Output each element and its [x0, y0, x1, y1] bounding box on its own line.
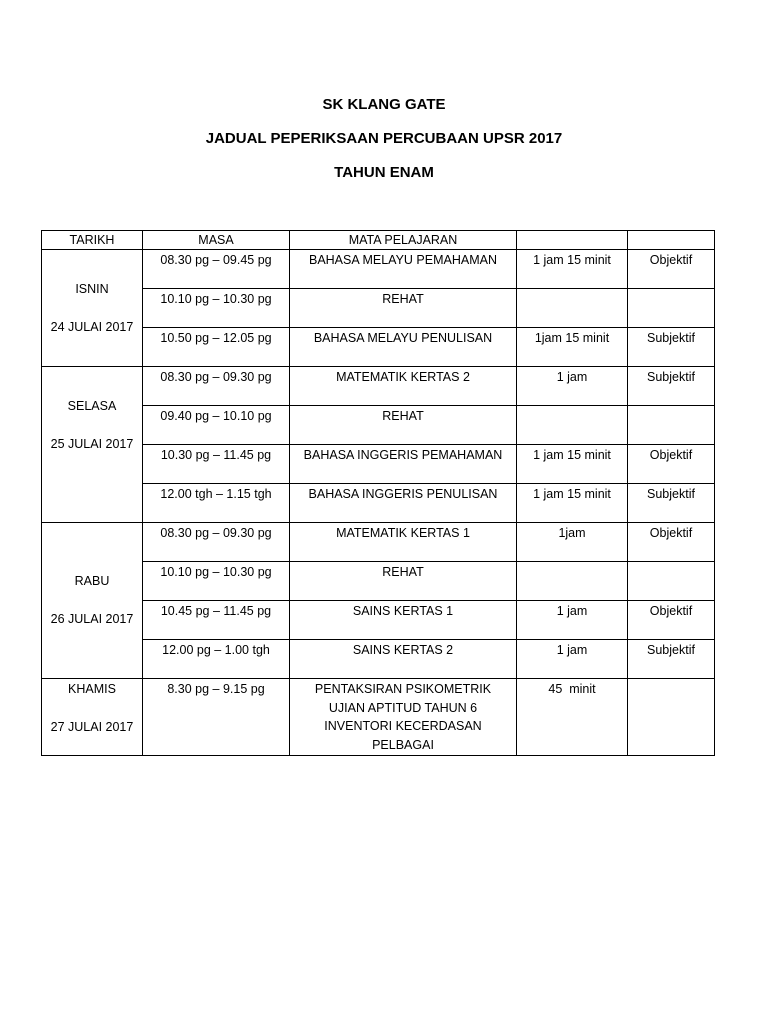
type-cell: Objektif	[628, 601, 715, 640]
subject-cell: SAINS KERTAS 1	[290, 601, 517, 640]
subject-cell: SAINS KERTAS 2	[290, 640, 517, 679]
time-cell: 08.30 pg – 09.45 pg	[143, 250, 290, 289]
table-row	[42, 562, 715, 601]
day-cell-isnin	[42, 250, 143, 367]
type-cell: Subjektif	[628, 367, 715, 406]
time-cell: 10.45 pg – 11.45 pg	[143, 601, 290, 640]
subject-cell: BAHASA INGGERIS PEMAHAMAN	[290, 445, 517, 484]
duration-cell	[517, 289, 628, 328]
type-cell	[628, 562, 715, 601]
duration-text: 45 minit	[548, 682, 596, 696]
time-cell: 12.00 pg – 1.00 tgh	[143, 640, 290, 679]
duration-cell: 1jam 15 minit	[517, 328, 628, 367]
date-label: 25 JULAI 2017	[50, 437, 134, 451]
time-cell: 8.30 pg – 9.15 pg	[143, 679, 290, 756]
table-row	[42, 328, 715, 367]
day-cell-rabu	[42, 523, 143, 679]
subject-cell: MATEMATIK KERTAS 1	[290, 523, 517, 562]
table-row	[42, 406, 715, 445]
type-cell: Objektif	[628, 523, 715, 562]
duration-cell: 1 jam	[517, 367, 628, 406]
column-header-duration	[517, 231, 628, 250]
day-label: RABU	[74, 574, 110, 588]
table-row	[42, 640, 715, 679]
table-row	[42, 679, 715, 756]
duration-cell	[517, 679, 628, 756]
duration-cell: 1 jam	[517, 640, 628, 679]
table-header-row	[42, 231, 715, 250]
table-row	[42, 601, 715, 640]
subject-line: PENTAKSIRAN PSIKOMETRIK	[314, 682, 492, 696]
duration-cell: 1 jam	[517, 601, 628, 640]
time-cell: 08.30 pg – 09.30 pg	[143, 523, 290, 562]
day-label: KHAMIS	[68, 682, 116, 696]
subject-line: INVENTORI KECERDASAN	[324, 719, 482, 733]
school-name: SK KLANG GATE	[322, 96, 446, 113]
duration-cell: 1 jam 15 minit	[517, 484, 628, 523]
table-row	[42, 289, 715, 328]
duration-cell: 1 jam 15 minit	[517, 445, 628, 484]
column-header-mata-pelajaran: MATA PELAJARAN	[290, 231, 517, 250]
column-header-masa: MASA	[143, 231, 290, 250]
subject-line: UJIAN APTITUD TAHUN 6	[328, 700, 478, 715]
time-cell: 08.30 pg – 09.30 pg	[143, 367, 290, 406]
type-cell	[628, 406, 715, 445]
column-header-type	[628, 231, 715, 250]
time-cell: 10.50 pg – 12.05 pg	[143, 328, 290, 367]
type-cell: Subjektif	[628, 328, 715, 367]
subject-cell	[290, 679, 517, 756]
type-cell	[628, 679, 715, 756]
exam-schedule-table	[41, 230, 715, 756]
time-cell: 10.30 pg – 11.45 pg	[143, 445, 290, 484]
time-cell: 10.10 pg – 10.30 pg	[143, 289, 290, 328]
time-cell: 09.40 pg – 10.10 pg	[143, 406, 290, 445]
day-cell-selasa	[42, 367, 143, 523]
table-row	[42, 250, 715, 289]
table-row	[42, 367, 715, 406]
subject-line: PELBAGAI	[372, 737, 434, 752]
duration-cell: 1jam	[517, 523, 628, 562]
subject-cell: BAHASA MELAYU PEMAHAMAN	[290, 250, 517, 289]
table-row	[42, 484, 715, 523]
type-cell	[628, 289, 715, 328]
document-subtitle: TAHUN ENAM	[334, 164, 434, 181]
time-cell: 12.00 tgh – 1.15 tgh	[143, 484, 290, 523]
date-label: 26 JULAI 2017	[50, 612, 134, 626]
type-cell: Objektif	[628, 445, 715, 484]
duration-cell	[517, 406, 628, 445]
subject-cell: BAHASA INGGERIS PENULISAN	[290, 484, 517, 523]
day-label: ISNIN	[75, 281, 109, 296]
table-row	[42, 445, 715, 484]
subject-cell: MATEMATIK KERTAS 2	[290, 367, 517, 406]
type-cell: Subjektif	[628, 484, 715, 523]
subject-cell: REHAT	[290, 562, 517, 601]
subject-cell: REHAT	[290, 406, 517, 445]
table-row	[42, 523, 715, 562]
subject-cell: REHAT	[290, 289, 517, 328]
date-label: 27 JULAI 2017	[50, 719, 134, 734]
day-label: SELASA	[67, 399, 117, 413]
document-title: JADUAL PEPERIKSAAN PERCUBAAN UPSR 2017	[205, 130, 563, 147]
duration-cell	[517, 562, 628, 601]
subject-cell: BAHASA MELAYU PENULISAN	[290, 328, 517, 367]
duration-cell: 1 jam 15 minit	[517, 250, 628, 289]
type-cell: Objektif	[628, 250, 715, 289]
time-cell: 10.10 pg – 10.30 pg	[143, 562, 290, 601]
column-header-tarikh: TARIKH	[42, 231, 143, 250]
type-cell: Subjektif	[628, 640, 715, 679]
date-label: 24 JULAI 2017	[50, 319, 134, 334]
day-cell-khamis	[42, 679, 143, 756]
